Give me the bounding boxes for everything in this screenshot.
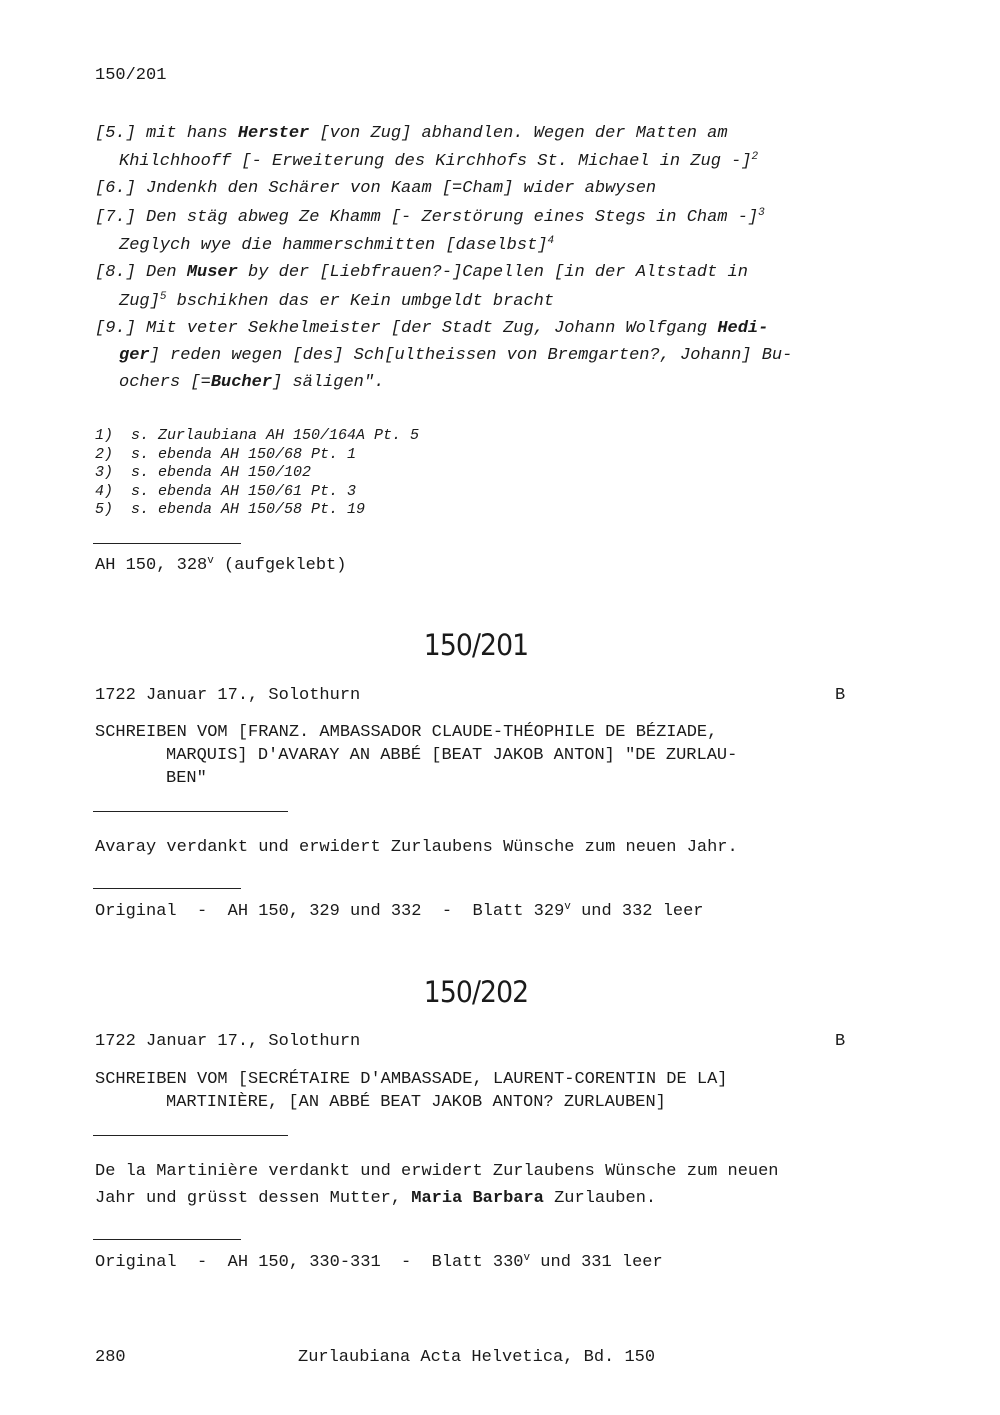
page-number: 280 bbox=[95, 1348, 126, 1367]
rule bbox=[93, 811, 288, 812]
cont-line-1: [5.] mit hans Herster [von Zug] abhandlen. Wegen der Matten am bbox=[95, 124, 728, 143]
footnote-1: 1) s. Zurlaubiana AH 150/164A Pt. 5 bbox=[95, 427, 420, 444]
cont-line-5: Zeglych wye die hammerschmitten [daselbst]$^4$ bbox=[119, 235, 555, 255]
entry-source: Original - AH 150, 329 und 332 - Blatt 329$^v$ und 332 leer bbox=[95, 901, 704, 921]
entry-title-line-2: MARQUIS] D'AVARAY AN ABBÉ [BEAT JAKOB ANTON] "DE ZURLAU- bbox=[166, 746, 738, 765]
entry-heading-150-202: 150/202 bbox=[423, 975, 529, 1009]
footnote-4: 4) s. ebenda AH 150/61 Pt. 3 bbox=[95, 483, 357, 500]
entry-summary: Avaray verdankt und erwidert Zurlaubens Wünsche zum neuen Jahr. bbox=[95, 838, 738, 857]
cont-line-10: ochers [=Bucher] säligen". bbox=[119, 373, 385, 392]
footnote-2: 2) s. ebenda AH 150/68 Pt. 1 bbox=[95, 446, 357, 463]
running-head: 150/201 bbox=[95, 66, 167, 85]
entry-source: Original - AH 150, 330-331 - Blatt 330$^v$ und 331 leer bbox=[95, 1252, 663, 1272]
rule bbox=[93, 1239, 241, 1240]
rule bbox=[93, 888, 241, 889]
entry-date: 1722 Januar 17., Solothurn bbox=[95, 1032, 361, 1051]
entry-date: 1722 Januar 17., Solothurn bbox=[95, 686, 361, 705]
cont-line-3: [6.] Jndenkh den Schärer von Kaam [=Cham] wider abwysen bbox=[95, 179, 657, 198]
entry-mark: B bbox=[835, 1032, 846, 1051]
entry-title-line-1: SCHREIBEN VOM [FRANZ. AMBASSADOR CLAUDE-THÉOPHILE DE BÉZIADE, bbox=[95, 723, 718, 742]
cont-line-6: [8.] Den Muser by der [Liebfrauen?-]Capellen [in der Altstadt in bbox=[95, 263, 748, 282]
entry-heading-150-201: 150/201 bbox=[423, 628, 529, 662]
source-prev: AH 150, 328$^v$ (aufgeklebt) bbox=[95, 555, 347, 575]
footnote-3: 3) s. ebenda AH 150/102 bbox=[95, 464, 312, 481]
cont-line-9: ger] reden wegen [des] Sch[ultheissen von Bremgarten?, Johann] Bu- bbox=[119, 346, 793, 365]
footnote-5: 5) s. ebenda AH 150/58 Pt. 19 bbox=[95, 501, 366, 518]
cont-line-4: [7.] Den stäg abweg Ze Khamm [- Zerstörung eines Stegs in Cham -]$^3$ bbox=[95, 207, 765, 227]
cont-line-2: Khilchhooff [- Erweiterung des Kirchhofs St. Michael in Zug -]$^2$ bbox=[119, 151, 759, 171]
rule bbox=[93, 1135, 288, 1136]
entry-title-line-3: BEN" bbox=[166, 769, 207, 788]
entry-title-line-2: MARTINIÈRE, [AN ABBÉ BEAT JAKOB ANTON? ZURLAUBEN] bbox=[166, 1093, 666, 1112]
entry-summary-line-2: Jahr und grüsst dessen Mutter, Maria Barbara Zurlauben. bbox=[95, 1189, 657, 1208]
footer-title: Zurlaubiana Acta Helvetica, Bd. 150 bbox=[298, 1348, 656, 1367]
entry-mark: B bbox=[835, 686, 846, 705]
entry-summary-line-1: De la Martinière verdankt und erwidert Zurlaubens Wünsche zum neuen bbox=[95, 1162, 779, 1181]
rule bbox=[93, 543, 241, 544]
entry-title-line-1: SCHREIBEN VOM [SECRÉTAIRE D'AMBASSADE, LAURENT-CORENTIN DE LA] bbox=[95, 1070, 728, 1089]
cont-line-7: Zug]$^5$ bschikhen das er Kein umbgeldt bracht bbox=[119, 291, 555, 311]
cont-line-8: [9.] Mit veter Sekhelmeister [der Stadt Zug, Johann Wolfgang Hedi- bbox=[95, 319, 769, 338]
